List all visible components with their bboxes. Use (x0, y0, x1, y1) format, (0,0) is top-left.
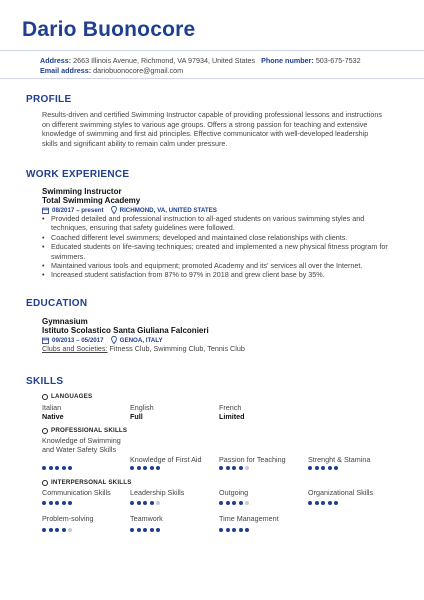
rating-dot-filled (42, 501, 46, 505)
skill-name: Knowledge of Swimming and Water Safety Skills (42, 436, 121, 455)
skill-rating (308, 466, 338, 470)
rating-dot-filled (308, 501, 312, 505)
rating-dot-filled (334, 501, 338, 505)
skill-rating (42, 466, 72, 470)
skill-name: Passion for Teaching (219, 455, 286, 464)
rating-dot-filled (130, 528, 134, 532)
language-level: Full (130, 412, 143, 422)
list-item: • Increased student satisfaction from 87% to 97% in 2018 and grew client base by 35%. (42, 270, 392, 279)
job-meta (42, 206, 217, 214)
language-level: Native (42, 412, 64, 422)
clubs-label: Clubs and Societies: (42, 344, 108, 353)
language-level: Limited (219, 412, 245, 422)
rating-dot-empty (245, 466, 249, 470)
rating-dot-filled (232, 466, 236, 470)
rating-dot-filled (150, 466, 154, 470)
rating-dot-filled (328, 466, 332, 470)
rating-dot-filled (143, 501, 147, 505)
interpersonal-skills-heading-label: INTERPERSONAL SKILLS (51, 479, 132, 486)
list-item: • Provided detailed and professional instruction to all-aged students on various swimming styles and techniques, ensuring that safety guidelines were followed. (42, 214, 392, 233)
rating-dot-filled (62, 528, 66, 532)
skill-name: Communication Skills (42, 488, 111, 497)
rating-dot-empty (68, 528, 72, 532)
address-label: Address: (40, 56, 72, 65)
education-dates: 09/2013 – 05/2017 (52, 336, 104, 344)
rating-dot-filled (315, 466, 319, 470)
skill-name: Time Management (219, 514, 279, 523)
list-item: • Maintained various tools and equipment; promoted Academy and its' services all over the Internet. (42, 261, 392, 270)
rating-dot-filled (137, 466, 141, 470)
info-circle-icon (42, 394, 48, 400)
calendar-icon (42, 337, 49, 344)
rating-dot-filled (150, 528, 154, 532)
skill-name: Teamwork (130, 514, 163, 523)
education-clubs (42, 344, 245, 353)
rating-dot-filled (226, 501, 230, 505)
professional-skills-heading-label: PROFESSIONAL SKILLS (51, 427, 128, 434)
education-location: GENOA, ITALY (119, 336, 163, 344)
rating-dot-filled (308, 466, 312, 470)
rating-dot-filled (55, 501, 59, 505)
job-bullets (42, 214, 392, 280)
rating-dot-filled (219, 501, 223, 505)
rating-dot-filled (232, 528, 236, 532)
rating-dot-filled (130, 501, 134, 505)
languages-heading-label: LANGUAGES (51, 393, 93, 400)
rating-dot-filled (49, 528, 53, 532)
rating-dot-filled (55, 466, 59, 470)
skill-rating (308, 501, 338, 505)
rating-dot-filled (42, 528, 46, 532)
skill-name: Outgoing (219, 488, 249, 497)
candidate-name: Dario Buonocore (22, 18, 196, 41)
rating-dot-filled (68, 466, 72, 470)
rating-dot-filled (130, 466, 134, 470)
job-location: RICHMOND, VA, UNITED STATES (119, 206, 217, 214)
rating-dot-filled (143, 528, 147, 532)
rating-dot-filled (62, 466, 66, 470)
rating-dot-empty (245, 501, 249, 505)
job-dates: 08/2017 – present (52, 206, 104, 214)
skill-name: Strenght & Stamina (308, 455, 371, 464)
location-pin-icon (111, 336, 117, 344)
rating-dot-filled (321, 501, 325, 505)
rating-dot-filled (68, 501, 72, 505)
rating-dot-filled (42, 466, 46, 470)
rating-dot-filled (143, 466, 147, 470)
language-name: English (130, 403, 154, 412)
language-name: French (219, 403, 242, 412)
phone-label: Phone number: (261, 56, 314, 65)
rating-dot-filled (219, 528, 223, 532)
rating-dot-filled (62, 501, 66, 505)
rating-dot-filled (239, 528, 243, 532)
language-name: Italian (42, 403, 62, 412)
skill-name: Problem-solving (42, 514, 94, 523)
rating-dot-filled (239, 501, 243, 505)
rating-dot-empty (156, 501, 160, 505)
contact-line-1 (40, 56, 361, 65)
rating-dot-filled (49, 501, 53, 505)
rating-dot-filled (137, 501, 141, 505)
rating-dot-filled (49, 466, 53, 470)
list-item: • Coached different level swimmers; developed and maintained close relationships with clients. (42, 233, 392, 242)
rating-dot-filled (55, 528, 59, 532)
skill-name: Organizational Skills (308, 488, 374, 497)
calendar-icon (42, 207, 49, 214)
rating-dot-filled (156, 466, 160, 470)
language-item (130, 403, 214, 422)
skill-rating (130, 466, 160, 470)
location-pin-icon (111, 206, 117, 214)
skill-rating (130, 501, 160, 505)
education-meta (42, 336, 163, 344)
clubs-value: Fitness Club, Swimming Club, Tennis Club (109, 344, 245, 353)
rating-dot-filled (315, 501, 319, 505)
header-divider (0, 50, 424, 51)
skills-heading: SKILLS (26, 376, 64, 387)
rating-dot-filled (226, 528, 230, 532)
email-label: Email address: (40, 66, 92, 75)
languages-heading (42, 393, 92, 400)
language-item (219, 403, 303, 422)
education-school: Istituto Scolastico Santa Giuliana Falconieri (42, 326, 209, 335)
address-value: 2663 Illinois Avenue, Richmond, VA 97934, United States (73, 56, 256, 65)
job-company: Total Swimming Academy (42, 196, 141, 205)
rating-dot-filled (245, 528, 249, 532)
interpersonal-skills-heading (42, 479, 132, 486)
skill-name: Knowledge of First Aid (130, 455, 202, 464)
info-circle-icon (42, 480, 48, 486)
info-circle-icon (42, 428, 48, 434)
contact-divider (0, 78, 424, 79)
rating-dot-filled (219, 466, 223, 470)
profile-heading: PROFILE (26, 94, 72, 105)
rating-dot-filled (226, 466, 230, 470)
contact-line-2 (40, 66, 183, 75)
language-item (42, 403, 126, 422)
skill-rating (219, 501, 249, 505)
rating-dot-filled (137, 528, 141, 532)
education-degree: Gymnasium (42, 317, 88, 326)
skill-name: Leadership Skills (130, 488, 185, 497)
list-item: • Educated students on life-saving techniques; created and implemented a new physical fitness program for swimmers. (42, 242, 392, 261)
rating-dot-filled (334, 466, 338, 470)
profile-summary: Results-driven and certified Swimming Instructor capable of providing professional lessons and instructions on different swimming styles to various age groups. Offers a strong passion for teaching and extensive knowledge of swimming and first aid principles. Effective communicator with well-developed leadership skills and significant ability to remain calm under pressure. (42, 110, 382, 148)
skill-rating (130, 528, 160, 532)
work-experience-heading: WORK EXPERIENCE (26, 169, 130, 180)
job-role: Swimming Instructor (42, 187, 122, 196)
skill-rating (42, 528, 72, 532)
skill-rating (219, 528, 249, 532)
rating-dot-filled (321, 466, 325, 470)
rating-dot-filled (232, 501, 236, 505)
skill-rating (42, 501, 72, 505)
rating-dot-filled (150, 501, 154, 505)
rating-dot-filled (328, 501, 332, 505)
rating-dot-filled (239, 466, 243, 470)
phone-value: 503-675-7532 (315, 56, 361, 65)
rating-dot-filled (156, 528, 160, 532)
professional-skills-heading (42, 427, 127, 434)
skill-rating (219, 466, 249, 470)
email-value[interactable]: dariobuonocore@gmail.com (93, 66, 184, 75)
education-heading: EDUCATION (26, 298, 88, 309)
